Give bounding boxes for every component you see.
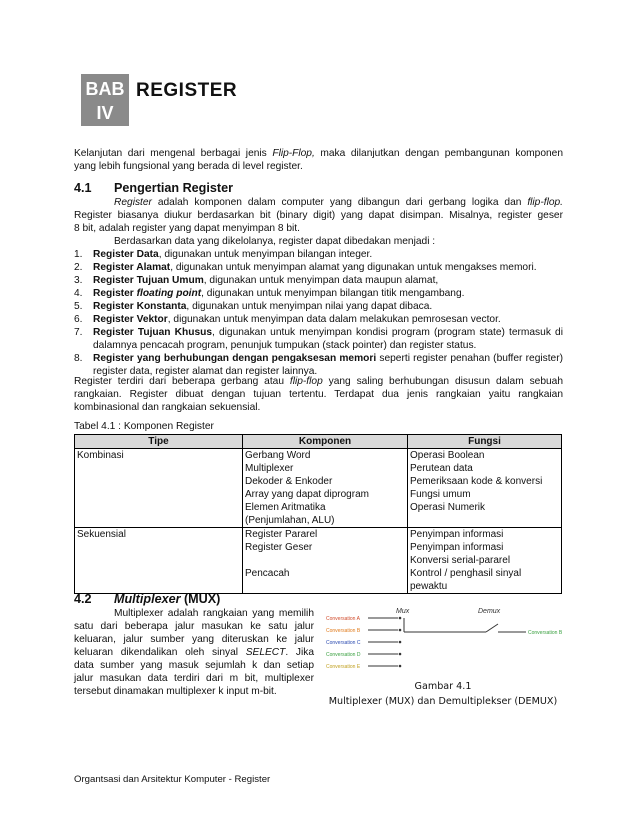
fungsi-item	[410, 514, 559, 527]
figure-caption-title: Multiplexer (MUX) dan Demultiplekser (DEMUX)	[328, 696, 558, 707]
figure-caption-number: Gambar 4.1	[414, 681, 472, 692]
list-item	[74, 313, 563, 326]
list-term: Register Konstanta	[93, 301, 187, 312]
intro-text: Kelanjutan dari mengenal berbagai jenis	[74, 148, 273, 159]
komponen-item: Pencacah	[245, 568, 290, 579]
mux-line: keluaran, jalur sumber yang diteruskan ke jalur	[74, 634, 314, 645]
demux-label: Demux	[478, 608, 501, 615]
list-text: , digunakan untuk menyimpan bilangan titik mengambang.	[201, 288, 465, 299]
para-line: Register biasanya diukur berdasarkan bit (binary digit) yang dapat disimpan. Misalnya, register geser	[74, 210, 563, 221]
input-contact	[399, 665, 402, 668]
list-item	[74, 326, 563, 352]
section-number: 4.1	[74, 181, 92, 195]
input-contact	[399, 629, 402, 632]
fungsi-item: Operasi Boolean	[410, 450, 485, 461]
table-header: Fungsi	[408, 435, 562, 449]
section-heading-4-2	[74, 592, 220, 606]
output-label: Conversation B	[528, 630, 563, 636]
term-em: Register	[114, 197, 152, 208]
fungsi-item: Konversi serial-pararel	[410, 555, 511, 566]
input-label: Conversation B	[326, 628, 361, 634]
term-em: flip-flop.	[527, 197, 563, 208]
table-header: Komponen	[243, 435, 408, 449]
mux-line: data sumber yang masuk sejumlah k dan setiap	[74, 660, 314, 671]
intro-text: maka dilanjutkan dengan pembangunan komponen	[314, 148, 563, 159]
mux-line: tersebut dinamakan multiplexer k input m-bit.	[74, 686, 277, 697]
mux-line: satu dari beberapa jalur masukan ke satu jalur	[74, 621, 314, 632]
select-em: SELECT	[245, 647, 286, 658]
list-item	[74, 287, 563, 300]
fungsi-item: Operasi Numerik	[410, 502, 486, 513]
cell-komponen	[243, 528, 408, 594]
komponen-item: Elemen Aritmatika	[245, 502, 326, 513]
list-text: , digunakan untuk menyimpan data maupun alamat,	[203, 275, 439, 286]
section1-paragraph-3	[74, 375, 563, 414]
table-caption: Tabel 4.1 : Komponen Register	[74, 421, 214, 432]
komponen-item	[245, 554, 405, 567]
list-text: , digunakan untuk menyimpan bilangan integer.	[158, 249, 373, 260]
section-heading-4-1	[74, 181, 233, 195]
mux-demux-diagram	[326, 606, 566, 676]
list-term: Register Tujuan Umum	[93, 275, 204, 286]
fungsi-item: Fungsi umum	[410, 489, 471, 500]
page-footer: Organtsasi dan Arsitektur Komputer - Register	[74, 774, 271, 785]
list-item	[74, 300, 563, 313]
komponen-item: Register Geser	[245, 542, 313, 553]
komponen-item: Multiplexer	[245, 463, 294, 474]
table-row	[75, 449, 562, 528]
komponen-item: Gerbang Word	[245, 450, 311, 461]
list-term: Register Tujuan Khusus	[93, 327, 213, 338]
input-contact	[399, 617, 402, 620]
list-number: 4.	[74, 288, 83, 299]
list-text: , digunakan untuk menyimpan nilai yang dapat dibaca.	[186, 301, 433, 312]
list-number: 1.	[74, 249, 83, 260]
section-title-em: Multiplexer	[114, 592, 181, 606]
section1-paragraph-1	[74, 196, 563, 248]
intro-line-2: yang lebih fungsional yang berada di level register.	[74, 161, 303, 172]
chapter-badge	[81, 74, 129, 126]
mux-line: . Jika	[285, 647, 314, 658]
list-text: , digunakan untuk menyimpan alamat yang digunakan untuk mengakses memori.	[170, 262, 537, 273]
fungsi-item: Kontrol / penghasil sinyal	[410, 568, 522, 579]
cell-komponen	[243, 449, 408, 528]
list-text: , digunakan untuk menyimpan data dalam melakukan pemrosesan vector.	[167, 314, 501, 325]
section-title: Pengertian Register	[114, 181, 233, 195]
demux-switch	[486, 624, 498, 632]
input-label: Conversation C	[326, 640, 361, 646]
component-table	[74, 434, 562, 594]
komponen-item	[245, 580, 405, 593]
komponen-item: Array yang dapat diprogram	[245, 489, 369, 500]
list-number: 5.	[74, 301, 83, 312]
para-text: yang saling berhubungan disusun dalam sebuah rangkaian. Register dibuat dengan tujuan tertentu. Terdapat dua jenis rangkaian yaitu rangkaian kombinasional dan rangkaian sekuensial.	[74, 376, 563, 413]
register-types-list	[74, 248, 563, 378]
list-item	[74, 248, 563, 261]
komponen-item: (Penjumlahan, ALU)	[245, 515, 335, 526]
table-row	[75, 528, 562, 594]
section-number: 4.2	[74, 592, 92, 606]
list-term: Register yang berhubungan dengan pengaksesan memori	[93, 353, 377, 364]
fungsi-item: Pemeriksaan kode & konversi	[410, 476, 543, 487]
list-term: Register Data	[93, 249, 159, 260]
list-term: Register Alamat	[93, 262, 171, 273]
mux-line: Multiplexer adalah rangkaian yang memilih	[114, 608, 314, 619]
input-label: Conversation A	[326, 616, 360, 622]
intro-paragraph	[74, 147, 563, 173]
input-contact	[399, 653, 402, 656]
mux-line: keluaran dikendalikan oleh sinyal	[74, 647, 246, 658]
input-contact	[399, 641, 402, 644]
list-item	[74, 261, 563, 274]
cell-tipe: Sekuensial	[75, 528, 243, 594]
list-number: 3.	[74, 275, 83, 286]
para-text: adalah komponen dalam computer yang dibangun dari gerbang logika dan	[151, 197, 528, 208]
fungsi-item: Penyimpan informasi	[410, 529, 504, 540]
list-term-em: floating point	[136, 288, 202, 299]
komponen-item: Dekoder & Enkoder	[245, 476, 333, 487]
cell-fungsi	[408, 449, 562, 528]
chapter-number: IV	[96, 103, 114, 123]
fungsi-item: Penyimpan informasi	[410, 542, 504, 553]
term-em: flip-flop	[289, 376, 323, 387]
para-text: Register terdiri dari beberapa gerbang atau	[74, 376, 290, 387]
komponen-item: Register Pararel	[245, 529, 318, 540]
list-number: 6.	[74, 314, 83, 325]
intro-em: Flip-Flop,	[272, 148, 315, 159]
list-number: 8.	[74, 353, 83, 364]
cell-tipe: Kombinasi	[75, 449, 243, 528]
section-title: (MUX)	[180, 592, 221, 606]
fungsi-item: pewaktu	[410, 581, 448, 592]
mux-paragraph	[74, 607, 314, 698]
mux-label: Mux	[396, 608, 410, 615]
table-header: Tipe	[75, 435, 243, 449]
chapter-bab-label: BAB	[85, 79, 125, 99]
chapter-title: REGISTER	[136, 80, 238, 101]
list-term: Register	[93, 288, 137, 299]
input-label: Conversation D	[326, 652, 361, 658]
mux-line: jalur masukan data terdiri dari m bit, multiplexer	[74, 673, 314, 684]
cell-fungsi	[408, 528, 562, 594]
para-line: Berdasarkan data yang dikelolanya, register dapat dibedakan menjadi :	[114, 236, 436, 247]
fungsi-item: Perutean data	[410, 463, 473, 474]
list-term: Register Vektor	[93, 314, 168, 325]
para-line: 8 bit, adalah register yang dapat menyimpan 8 bit.	[74, 223, 300, 234]
list-item	[74, 274, 563, 287]
list-text: , digunakan untuk menyimpan kondisi program (program state) termasuk di dalamnya pencacah program, penunjuk tumpukan (stack pointer) dan register status.	[93, 327, 563, 351]
list-number: 2.	[74, 262, 83, 273]
list-number: 7.	[74, 327, 83, 338]
input-label: Conversation E	[326, 664, 361, 670]
list-text: seperti register penahan (buffer register) register data, register alamat dan register lainnya.	[93, 353, 563, 377]
